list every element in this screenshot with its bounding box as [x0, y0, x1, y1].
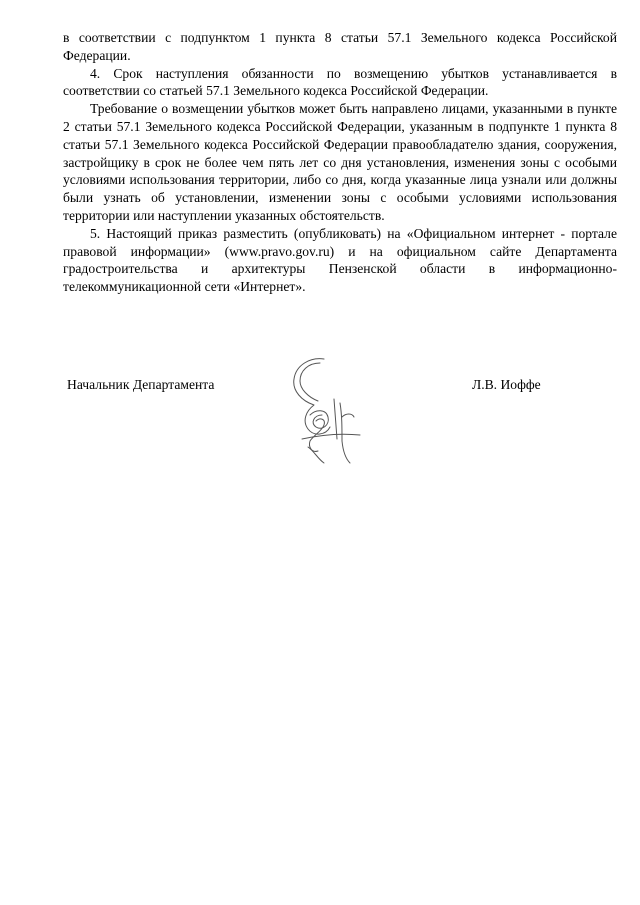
paragraph-continuation: в соответствии с подпунктом 1 пункта 8 статьи 57.1 Земельного кодекса Российской Федерации. — [63, 30, 617, 63]
signer-name: Л.В. Иоффе — [472, 377, 541, 392]
paragraph-damages-claim: Требование о возмещении убытков может быть направлено лицами, указанными в пункте 2 статьи 57.1 Земельного кодекса Российской Федерации, указанным в подпункте 1 пункта 8 статьи 57.1 Земельного кодекса Российской Федерации правообладателю здания, сооружения, застройщику в срок не более чем пять лет со дня установления, изменения зоны с особыми условиями использования территории, либо со дня, когда указанные лица узнали или должны были узнать об установлении, изменении зоны с особыми условиями использования территории или наступлении указанных обстоятельств. — [63, 101, 617, 223]
signer-position-title: Начальник Департамента — [67, 377, 215, 392]
paragraph-item-4: 4. Срок наступления обязанности по возмещению убытков устанавливается в соответствии со статьей 57.1 Земельного кодекса Российской Федерации. — [63, 65, 617, 99]
document-body — [63, 29, 617, 296]
paragraph-item-5: 5. Настоящий приказ разместить (опубликовать) на «Официальном интернет - портале правовой информации» (www.pravo.gov.ru) и на официальном сайте Департамента градостроительства и архитектуры Пензенской области в информационно-телекоммуникационной сети «Интернет». — [63, 225, 617, 295]
handwritten-signature — [280, 355, 390, 470]
